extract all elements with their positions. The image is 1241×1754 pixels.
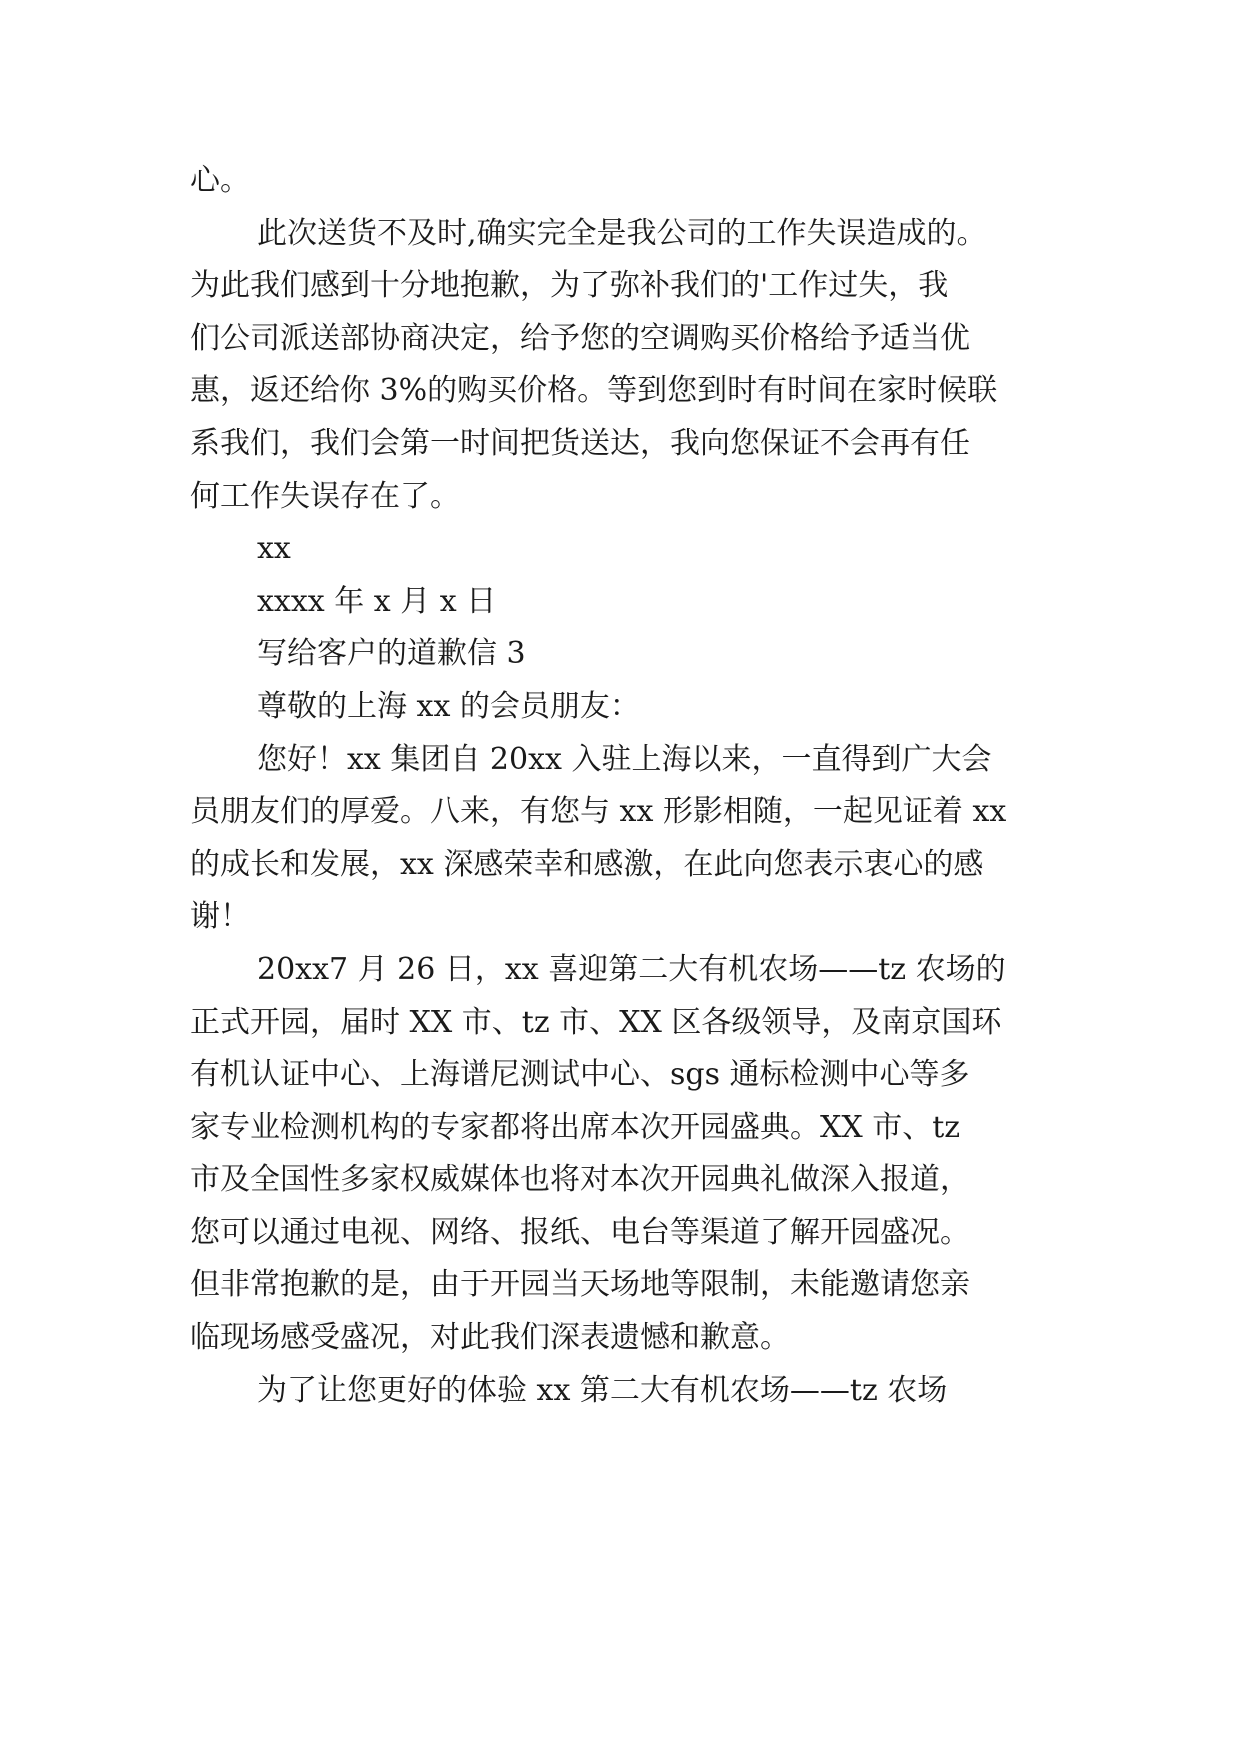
text-line: 此次送货不及时,确实完全是我公司的工作失误造成的。 [257,215,987,251]
text-line: 系我们，我们会第一时间把货送达，我向您保证不会再有任 [190,425,970,461]
text-line: 20xx7 月 26 日，xx 喜迎第二大有机农场——tz 农场的 [257,951,1006,987]
text-line: 您好！xx 集团自 20xx 入驻上海以来，一直得到广大会 [257,741,992,777]
text-line: 尊敬的上海 xx 的会员朋友： [257,688,640,724]
text-line: 写给客户的道歉信 3 [257,636,526,672]
text-line: 家专业检测机构的专家都将出席本次开园盛典。XX 市、tz [190,1109,961,1145]
text-line: xx [257,531,291,567]
text-line: 的成长和发展，xx 深感荣幸和感激，在此向您表示衷心的感 [190,846,984,882]
text-line: 有机认证中心、上海谱尼测试中心、sgs 通标检测中心等多 [190,1057,970,1093]
text-line: 为了让您更好的体验 xx 第二大有机农场——tz 农场 [257,1372,948,1408]
text-line: 惠，返还给你 3%的购买价格。等到您到时有时间在家时候联 [190,373,998,409]
text-line: 您可以通过电视、网络、报纸、电台等渠道了解开园盛况。 [190,1214,970,1250]
text-line: 们公司派送部协商决定，给予您的空调购买价格给予适当优 [190,320,970,356]
text-line: 何工作失误存在了。 [190,478,460,514]
text-line: xxxx 年 x 月 x 日 [257,583,497,619]
text-line: 但非常抱歉的是，由于开园当天场地等限制，未能邀请您亲 [190,1267,970,1303]
text-line: 市及全国性多家权威媒体也将对本次开园典礼做深入报道， [190,1162,970,1198]
text-line: 谢！ [190,899,250,935]
letter-body [190,155,1070,1417]
text-line: 正式开园，届时 XX 市、tz 市、XX 区各级领导，及南京国环 [190,1004,1002,1040]
text-line: 为此我们感到十分地抱歉，为了弥补我们的'工作过失，我 [190,268,949,304]
text-line: 临现场感受盛况，对此我们深表遗憾和歉意。 [190,1320,790,1356]
text-line: 心。 [190,163,250,198]
text-line: 员朋友们的厚爱。八来，有您与 xx 形影相随，一起见证着 xx [190,794,1007,830]
